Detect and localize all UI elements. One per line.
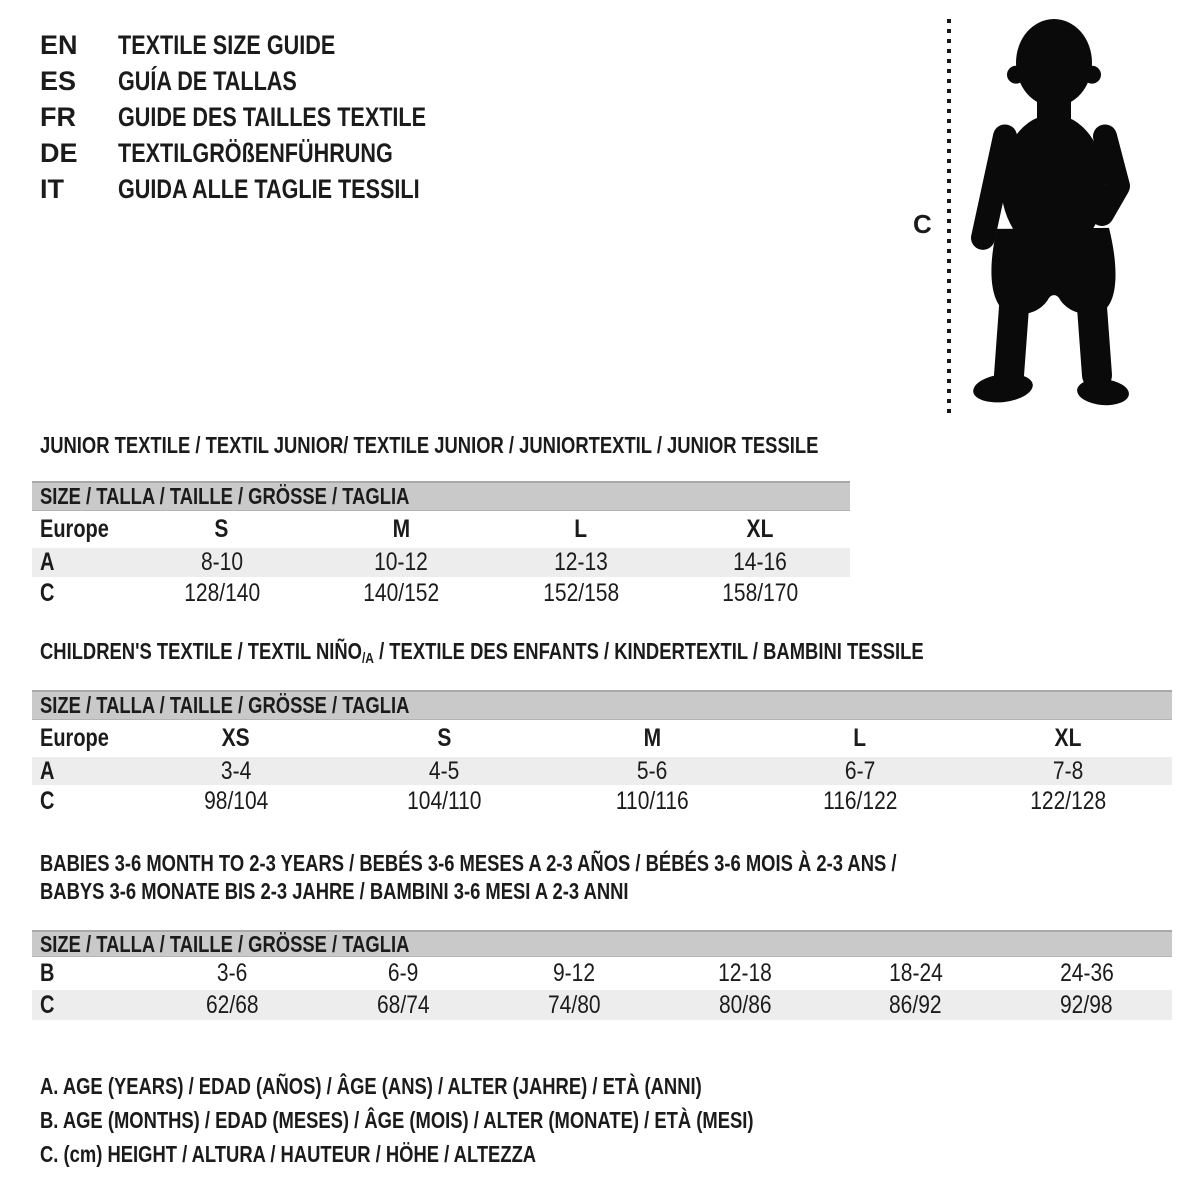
language-code: DE: [40, 137, 78, 168]
table-row-height: C 128/140 140/152 152/158 158/170: [32, 577, 850, 610]
babies-section-heading: BABIES 3-6 MONTH TO 2-3 YEARS / BEBÉS 3-6 MESES A 2-3 AÑOS / BÉBÉS 3-6 MOIS À 2-3 ANS / BABYS 3-6 MONATE BIS 2-3 JAHRE / BAMBINI 3-6 MESI A 2-3 ANNI: [40, 850, 897, 904]
size-header-bar: SIZE / TALLA / TAILLE / GRÖSSE / TAGLIA: [32, 930, 1172, 957]
language-row-en: [40, 27, 503, 63]
junior-section-heading: JUNIOR TEXTILE / TEXTIL JUNIOR/ TEXTILE JUNIOR / JUNIORTEXTIL / JUNIOR TESSILE: [40, 432, 819, 458]
table-row-height: C 98/104 104/110 110/116 116/122 122/128: [32, 785, 1172, 818]
table-row-age: A 8-10 10-12 12-13 14-16: [32, 548, 850, 577]
table-row-age: A 3-4 4-5 5-6 6-7 7-8: [32, 757, 1172, 785]
row-label: A: [40, 756, 55, 785]
row-label: B: [40, 959, 55, 987]
row-label: A: [40, 548, 55, 576]
size-header-bar: SIZE / TALLA / TAILLE / GRÖSSE / TAGLIA: [32, 481, 850, 511]
measurement-legend: [40, 1069, 932, 1171]
height-dotted-line: [947, 19, 951, 415]
row-label: Europe: [40, 724, 109, 752]
language-label: GUIDA ALLE TAGLIE TESSILI: [118, 173, 420, 204]
table-row-europe: Europe S M L XL: [32, 511, 850, 548]
language-row-it: [40, 171, 503, 207]
table-row-europe: Europe XS S M L XL: [32, 720, 1172, 757]
size-header-bar: SIZE / TALLA / TAILLE / GRÖSSE / TAGLIA: [32, 690, 1172, 720]
table-row-height: C 62/68 68/74 74/80 80/86 86/92 92/98: [32, 990, 1172, 1020]
language-label: GUIDE DES TAILLES TEXTILE: [118, 101, 427, 132]
legend-line-c: C. (cm) HEIGHT / ALTURA / HAUTEUR / HÖHE / ALTEZZA: [40, 1140, 537, 1167]
language-code: EN: [40, 29, 78, 60]
row-label: C: [40, 990, 55, 1019]
row-label: C: [40, 787, 55, 815]
row-label: C: [40, 579, 55, 607]
language-label: TEXTILGRÖßENFÜHRUNG: [118, 137, 393, 168]
language-row-es: [40, 63, 503, 99]
language-code: ES: [40, 65, 77, 96]
legend-line-a: A. AGE (YEARS) / EDAD (AÑOS) / ÂGE (ANS) / ALTER (JAHRE) / ETÀ (ANNI): [40, 1072, 702, 1099]
language-code: FR: [40, 101, 76, 132]
language-row-fr: [40, 99, 503, 135]
height-measure-label: C: [913, 209, 932, 239]
language-list: [40, 27, 503, 207]
language-row-de: [40, 135, 503, 171]
babies-size-table: [32, 930, 1172, 1020]
language-code: IT: [40, 173, 64, 204]
children-section-heading: CHILDREN'S TEXTILE / TEXTIL NIÑO/A / TEXTILE DES ENFANTS / KINDERTEXTIL / BAMBINI TESSILE: [40, 638, 924, 667]
language-label: GUÍA DE TALLAS: [118, 65, 297, 96]
row-label: Europe: [40, 515, 109, 543]
toddler-silhouette-image: [963, 15, 1133, 413]
legend-line-b: B. AGE (MONTHS) / EDAD (MESES) / ÂGE (MOIS) / ALTER (MONATE) / ETÀ (MESI): [40, 1106, 754, 1133]
children-size-table: [32, 690, 1172, 818]
table-row-age-months: B 3-6 6-9 9-12 12-18 18-24 24-36: [32, 957, 1172, 990]
junior-size-table: [32, 481, 850, 610]
language-label: TEXTILE SIZE GUIDE: [118, 29, 336, 60]
